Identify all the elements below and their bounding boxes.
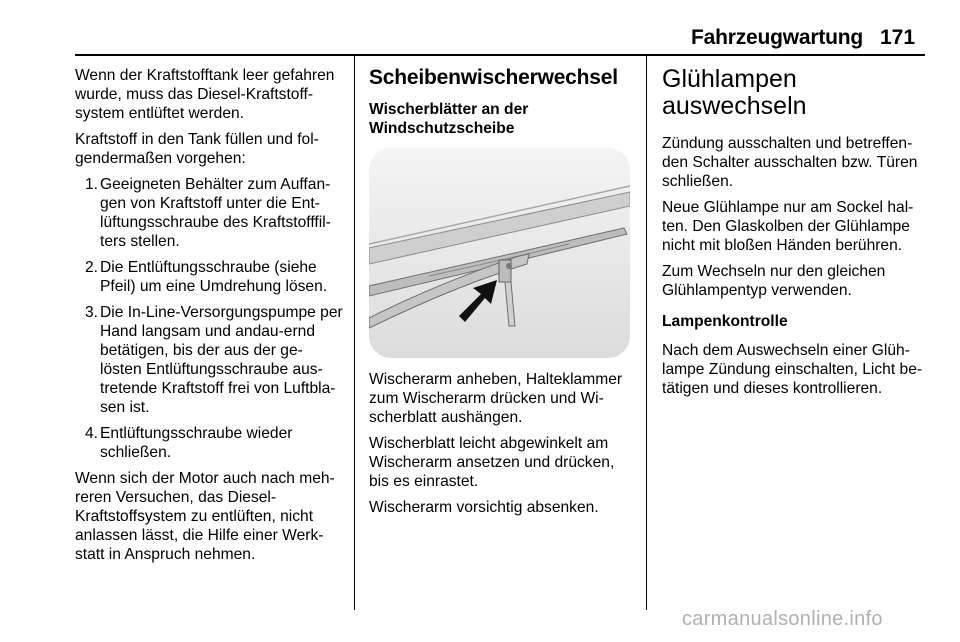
steps-list xyxy=(75,175,343,462)
lamp-check-paragraph: Nach dem Auswechseln einer Glüh-lampe Zündung einschalten, Licht be-tätigen und dieses kontrollieren. xyxy=(662,342,923,397)
section-title: Fahrzeugwartung xyxy=(691,26,864,49)
bulbs-heading: Glühlampen auswechseln xyxy=(662,65,807,120)
header-rule xyxy=(75,54,925,56)
bulbs-paragraph-3: Zum Wechseln nur den gleichen Glühlampentyp verwenden. xyxy=(662,263,886,299)
step-text: Die In-Line-Versorgungspumpe per Hand langsam und andau-ernd betätigen, bis der aus der ge-lösten Entlüftungsschraube aus-tretende Kraftstoff frei von Luftbla-sen ist. xyxy=(100,304,343,416)
column-bulbs xyxy=(662,66,928,405)
pivot-pin xyxy=(506,263,512,269)
step-text: Die Entlüftungsschraube (siehe Pfeil) um eine Umdrehung lösen. xyxy=(100,259,328,295)
step-text: Entlüftungsschraube wieder schließen. xyxy=(100,425,293,461)
step-number: 2. xyxy=(85,259,99,276)
watermark: carmanualsonline.info xyxy=(682,608,883,630)
bulbs-paragraph-1: Zündung ausschalten und betreffen-den Schalter ausschalten bzw. Türen schließen. xyxy=(662,135,918,190)
wiper-step-1: Wischerarm anheben, Halteklammer zum Wischerarm drücken und Wi-scherblatt aushängen. xyxy=(369,371,623,426)
step-number: 4. xyxy=(85,425,99,442)
column-divider-2 xyxy=(646,55,647,610)
column-divider-1 xyxy=(354,55,355,610)
intro-paragraph: Wenn der Kraftstofftank leer gefahren wurde, muss das Diesel-Kraftstoff-system entlüftet werden. xyxy=(75,67,335,122)
bulbs-paragraph-2: Neue Glühlampe nur am Sockel hal-ten. Den Glaskolben der Glühlampe nicht mit bloßen Händen berühren. xyxy=(662,199,914,254)
page-number: 171 xyxy=(880,26,916,49)
wiper-step-3: Wischerarm vorsichtig absenken. xyxy=(369,499,599,516)
column-wiper xyxy=(369,66,637,524)
step-number: 3. xyxy=(85,304,99,321)
wiper-figure-svg xyxy=(369,148,630,358)
list-item xyxy=(75,303,343,417)
list-item xyxy=(75,175,343,251)
lead-paragraph: Kraftstoff in den Tank füllen und fol-gendermaßen vorgehen: xyxy=(75,131,319,167)
wiper-step-2: Wischerblatt leicht abgewinkelt am Wischerarm ansetzen und drücken, bis es einrastet. xyxy=(369,435,615,490)
step-text: Geeigneten Behälter zum Auffan-gen von Kraftstoff unter die Ent-lüftungsschraube des Kraftstofffil-ters stellen. xyxy=(100,176,331,250)
wiper-blade-illustration xyxy=(369,148,630,358)
lamp-check-heading: Lampenkontrolle xyxy=(662,313,788,330)
list-item xyxy=(75,258,343,296)
column-fuel-bleeding xyxy=(75,66,343,571)
list-item xyxy=(75,424,343,462)
wiper-heading: Scheibenwischerwechsel xyxy=(369,66,618,89)
step-number: 1. xyxy=(85,176,99,193)
closing-paragraph: Wenn sich der Motor auch nach meh-reren Versuchen, das Diesel-Kraftstoffsystem zu entlüften, nicht anlassen lässt, die Hilfe einer Werk-statt in Anspruch nehmen. xyxy=(75,470,335,563)
wiper-subheading: Wischerblätter an der Windschutzscheibe xyxy=(369,101,529,137)
